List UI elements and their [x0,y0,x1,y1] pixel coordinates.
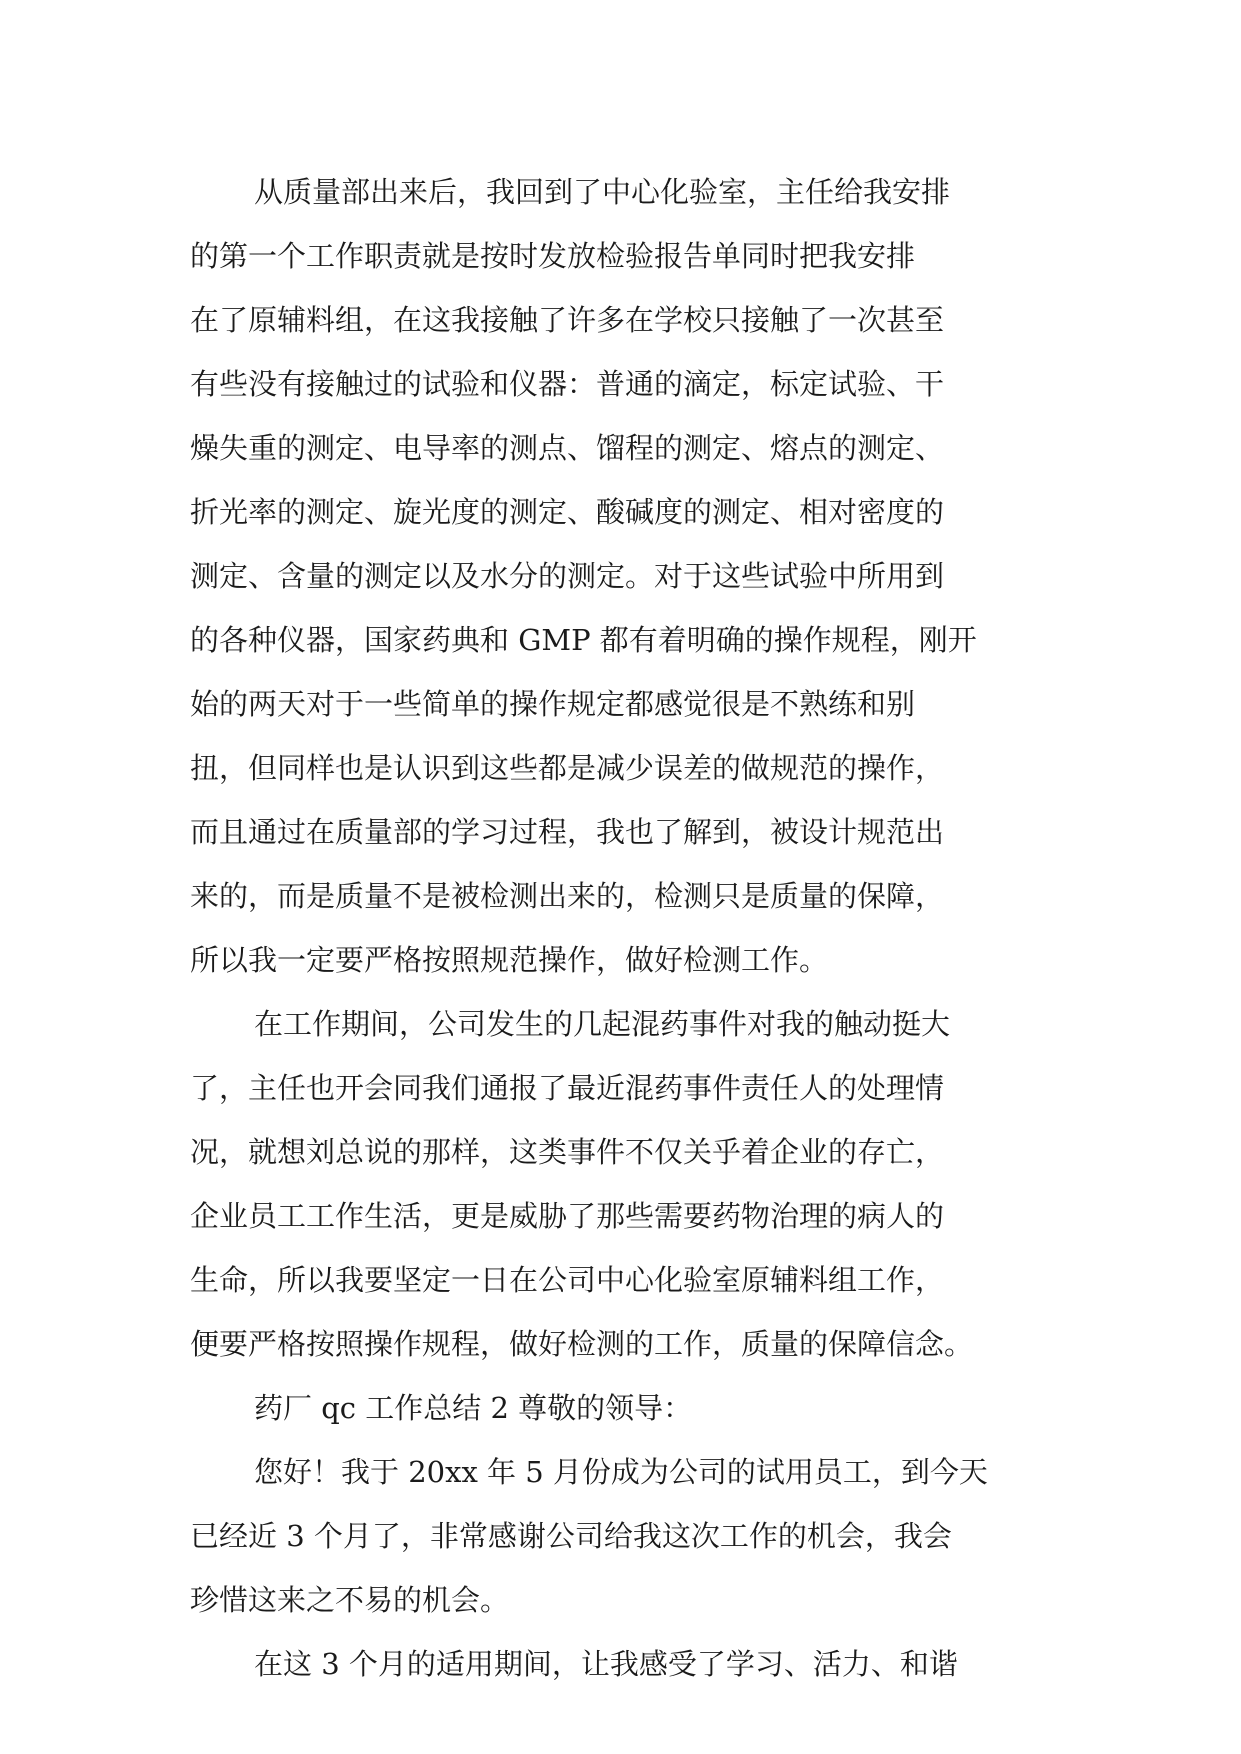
paragraph-line: 珍惜这来之不易的机会。 [190,1583,510,1617]
paragraph-line: 从质量部出来后，我回到了中心化验室，主任给我安排 [254,175,951,209]
section-heading-line: 药厂 qc 工作总结 2 尊敬的领导： [254,1391,693,1425]
paragraph-line: 的第一个工作职责就是按时发放检验报告单同时把我安排 [190,239,916,273]
paragraph-line: 有些没有接触过的试验和仪器：普通的滴定，标定试验、干 [190,367,945,401]
paragraph-line: 而且通过在质量部的学习过程，我也了解到，被设计规范出 [190,815,945,849]
paragraph-line: 了，主任也开会同我们通报了最近混药事件责任人的处理情 [190,1071,945,1105]
paragraph-line: 在工作期间，公司发生的几起混药事件对我的触动挺大 [254,1007,951,1041]
paragraph-line: 的各种仪器，国家药典和 GMP 都有着明确的操作规程，刚开 [190,623,977,657]
paragraph-line: 在这 3 个月的适用期间，让我感受了学习、活力、和谐 [254,1647,958,1681]
paragraph-line: 始的两天对于一些简单的操作规定都感觉很是不熟练和别 [190,687,916,721]
paragraph-line: 在了原辅料组，在这我接触了许多在学校只接触了一次甚至 [190,303,945,337]
paragraph-line: 折光率的测定、旋光度的测定、酸碱度的测定、相对密度的 [190,495,945,529]
paragraph-line: 所以我一定要严格按照规范操作，做好检测工作。 [190,943,829,977]
paragraph-line: 您好！我于 20xx 年 5 月份成为公司的试用员工，到今天 [254,1455,988,1489]
paragraph-line: 生命，所以我要坚定一日在公司中心化验室原辅料组工作， [190,1263,945,1297]
paragraph-line: 来的，而是质量不是被检测出来的，检测只是质量的保障， [190,879,945,913]
document-body [190,160,1070,1696]
paragraph-line: 扭，但同样也是认识到这些都是减少误差的做规范的操作， [190,751,945,785]
paragraph-line: 测定、含量的测定以及水分的测定。对于这些试验中所用到 [190,559,945,593]
paragraph-line: 况，就想刘总说的那样，这类事件不仅关乎着企业的存亡， [190,1135,945,1169]
paragraph-line: 燥失重的测定、电导率的测点、馏程的测定、熔点的测定、 [190,431,945,465]
paragraph-line: 便要严格按照操作规程，做好检测的工作，质量的保障信念。 [190,1327,974,1361]
paragraph-line: 企业员工工作生活，更是威胁了那些需要药物治理的病人的 [190,1199,945,1233]
paragraph-line: 已经近 3 个月了，非常感谢公司给我这次工作的机会，我会 [190,1519,952,1553]
